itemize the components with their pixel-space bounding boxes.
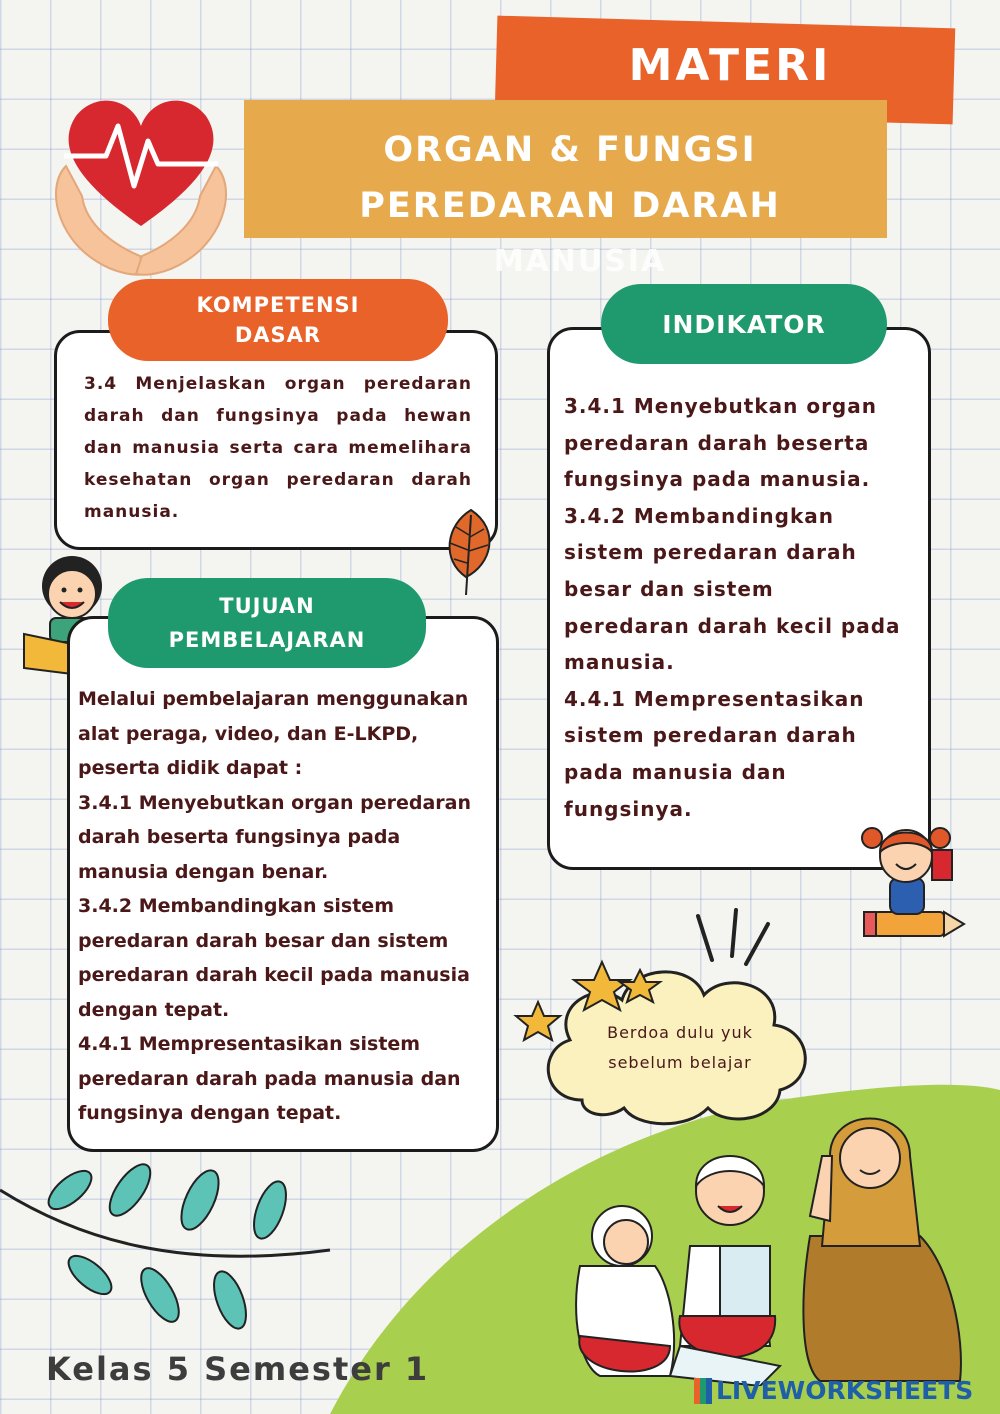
tujuan-line: peredaran darah besar dan sistem	[78, 929, 449, 952]
cloud-text	[580, 1018, 780, 1078]
subtitle-line-2: PEREDARAN DARAH	[359, 186, 781, 226]
tujuan-pembelajaran-label	[108, 578, 426, 668]
class-semester-label: Kelas 5 Semester 1	[46, 1350, 430, 1388]
tujuan-line: fungsinya dengan tepat.	[78, 1102, 342, 1124]
tujuan-line: 4.4.1 Mempresentasikan sistem	[78, 1033, 421, 1055]
indikator-label: INDIKATOR	[601, 284, 887, 364]
indikator-line: 3.4.2 Membandingkan	[564, 503, 835, 528]
indikator-line: peredaran darah beserta	[564, 430, 870, 455]
tujuan-line: alat peraga, video, dan E-LKPD,	[78, 722, 419, 745]
indikator-line: 4.4.1 Mempresentasikan	[564, 686, 865, 711]
indikator-line: pada manusia dan	[564, 759, 787, 784]
page-title: MATERI	[628, 40, 832, 91]
indikator-line: sistem peredaran darah	[564, 540, 857, 565]
indikator-text	[564, 388, 928, 827]
tujuan-line: peserta didik dapat :	[78, 757, 303, 779]
indikator-line: manusia.	[564, 650, 675, 675]
tujuan-line: Melalui pembelajaran menggunakan	[78, 688, 469, 710]
leaf-icon	[436, 505, 506, 600]
tujuan-line: peredaran darah kecil pada manusia	[78, 964, 470, 986]
tujuan-pembelajaran-text	[78, 682, 494, 1131]
indikator-line: fungsinya.	[564, 796, 693, 821]
kompetensi-dasar-text: 3.4 Menjelaskan organ peredaran darah dan fungsinya pada hewan dan manusia serta cara memelihara kesehatan organ peredaran darah manusia.	[84, 374, 472, 522]
tujuan-line: dengan tepat.	[78, 998, 230, 1021]
indikator-line: besar dan sistem	[564, 576, 774, 601]
indikator-line: fungsinya pada manusia.	[564, 467, 871, 492]
cloud-line-1: Berdoa dulu yuk	[607, 1023, 753, 1042]
indikator-line: peredaran darah kecil pada	[564, 613, 901, 638]
tujuan-line: manusia dengan benar.	[78, 860, 329, 883]
tujuan-label-line-1: TUJUAN	[219, 594, 315, 618]
heart-hands-icon	[36, 86, 246, 282]
liveworksheets-brand[interactable]: LIVEWORKSHEETS	[716, 1376, 974, 1405]
kompetensi-dasar-label	[108, 279, 448, 361]
liveworksheets-logo-icon	[694, 1378, 712, 1404]
tujuan-line: darah beserta fungsinya pada	[78, 826, 401, 848]
subtitle-line-1: ORGAN & FUNGSI	[383, 130, 757, 170]
subtitle-line-3: MANUSIA	[493, 244, 667, 279]
page-subtitle	[250, 122, 890, 234]
indikator-line: 3.4.1 Menyebutkan organ	[564, 394, 877, 418]
tujuan-label-line-2: PEMBELAJARAN	[168, 628, 366, 652]
indikator-line: sistem peredaran darah	[564, 723, 857, 748]
cloud-line-2: sebelum belajar	[608, 1053, 752, 1072]
children-teacher-illustration	[560, 1096, 980, 1386]
tujuan-line: peredaran darah pada manusia dan	[78, 1067, 461, 1090]
tujuan-line: 3.4.2 Membandingkan sistem	[78, 895, 394, 917]
girl-reading-pencil-illustration	[846, 796, 966, 956]
kompetensi-label-line-2: DASAR	[234, 323, 322, 347]
kompetensi-label-line-1: KOMPETENSI	[196, 293, 360, 317]
leaf-branch-decoration	[0, 1150, 340, 1340]
tujuan-line: 3.4.1 Menyebutkan organ peredaran	[78, 791, 471, 814]
